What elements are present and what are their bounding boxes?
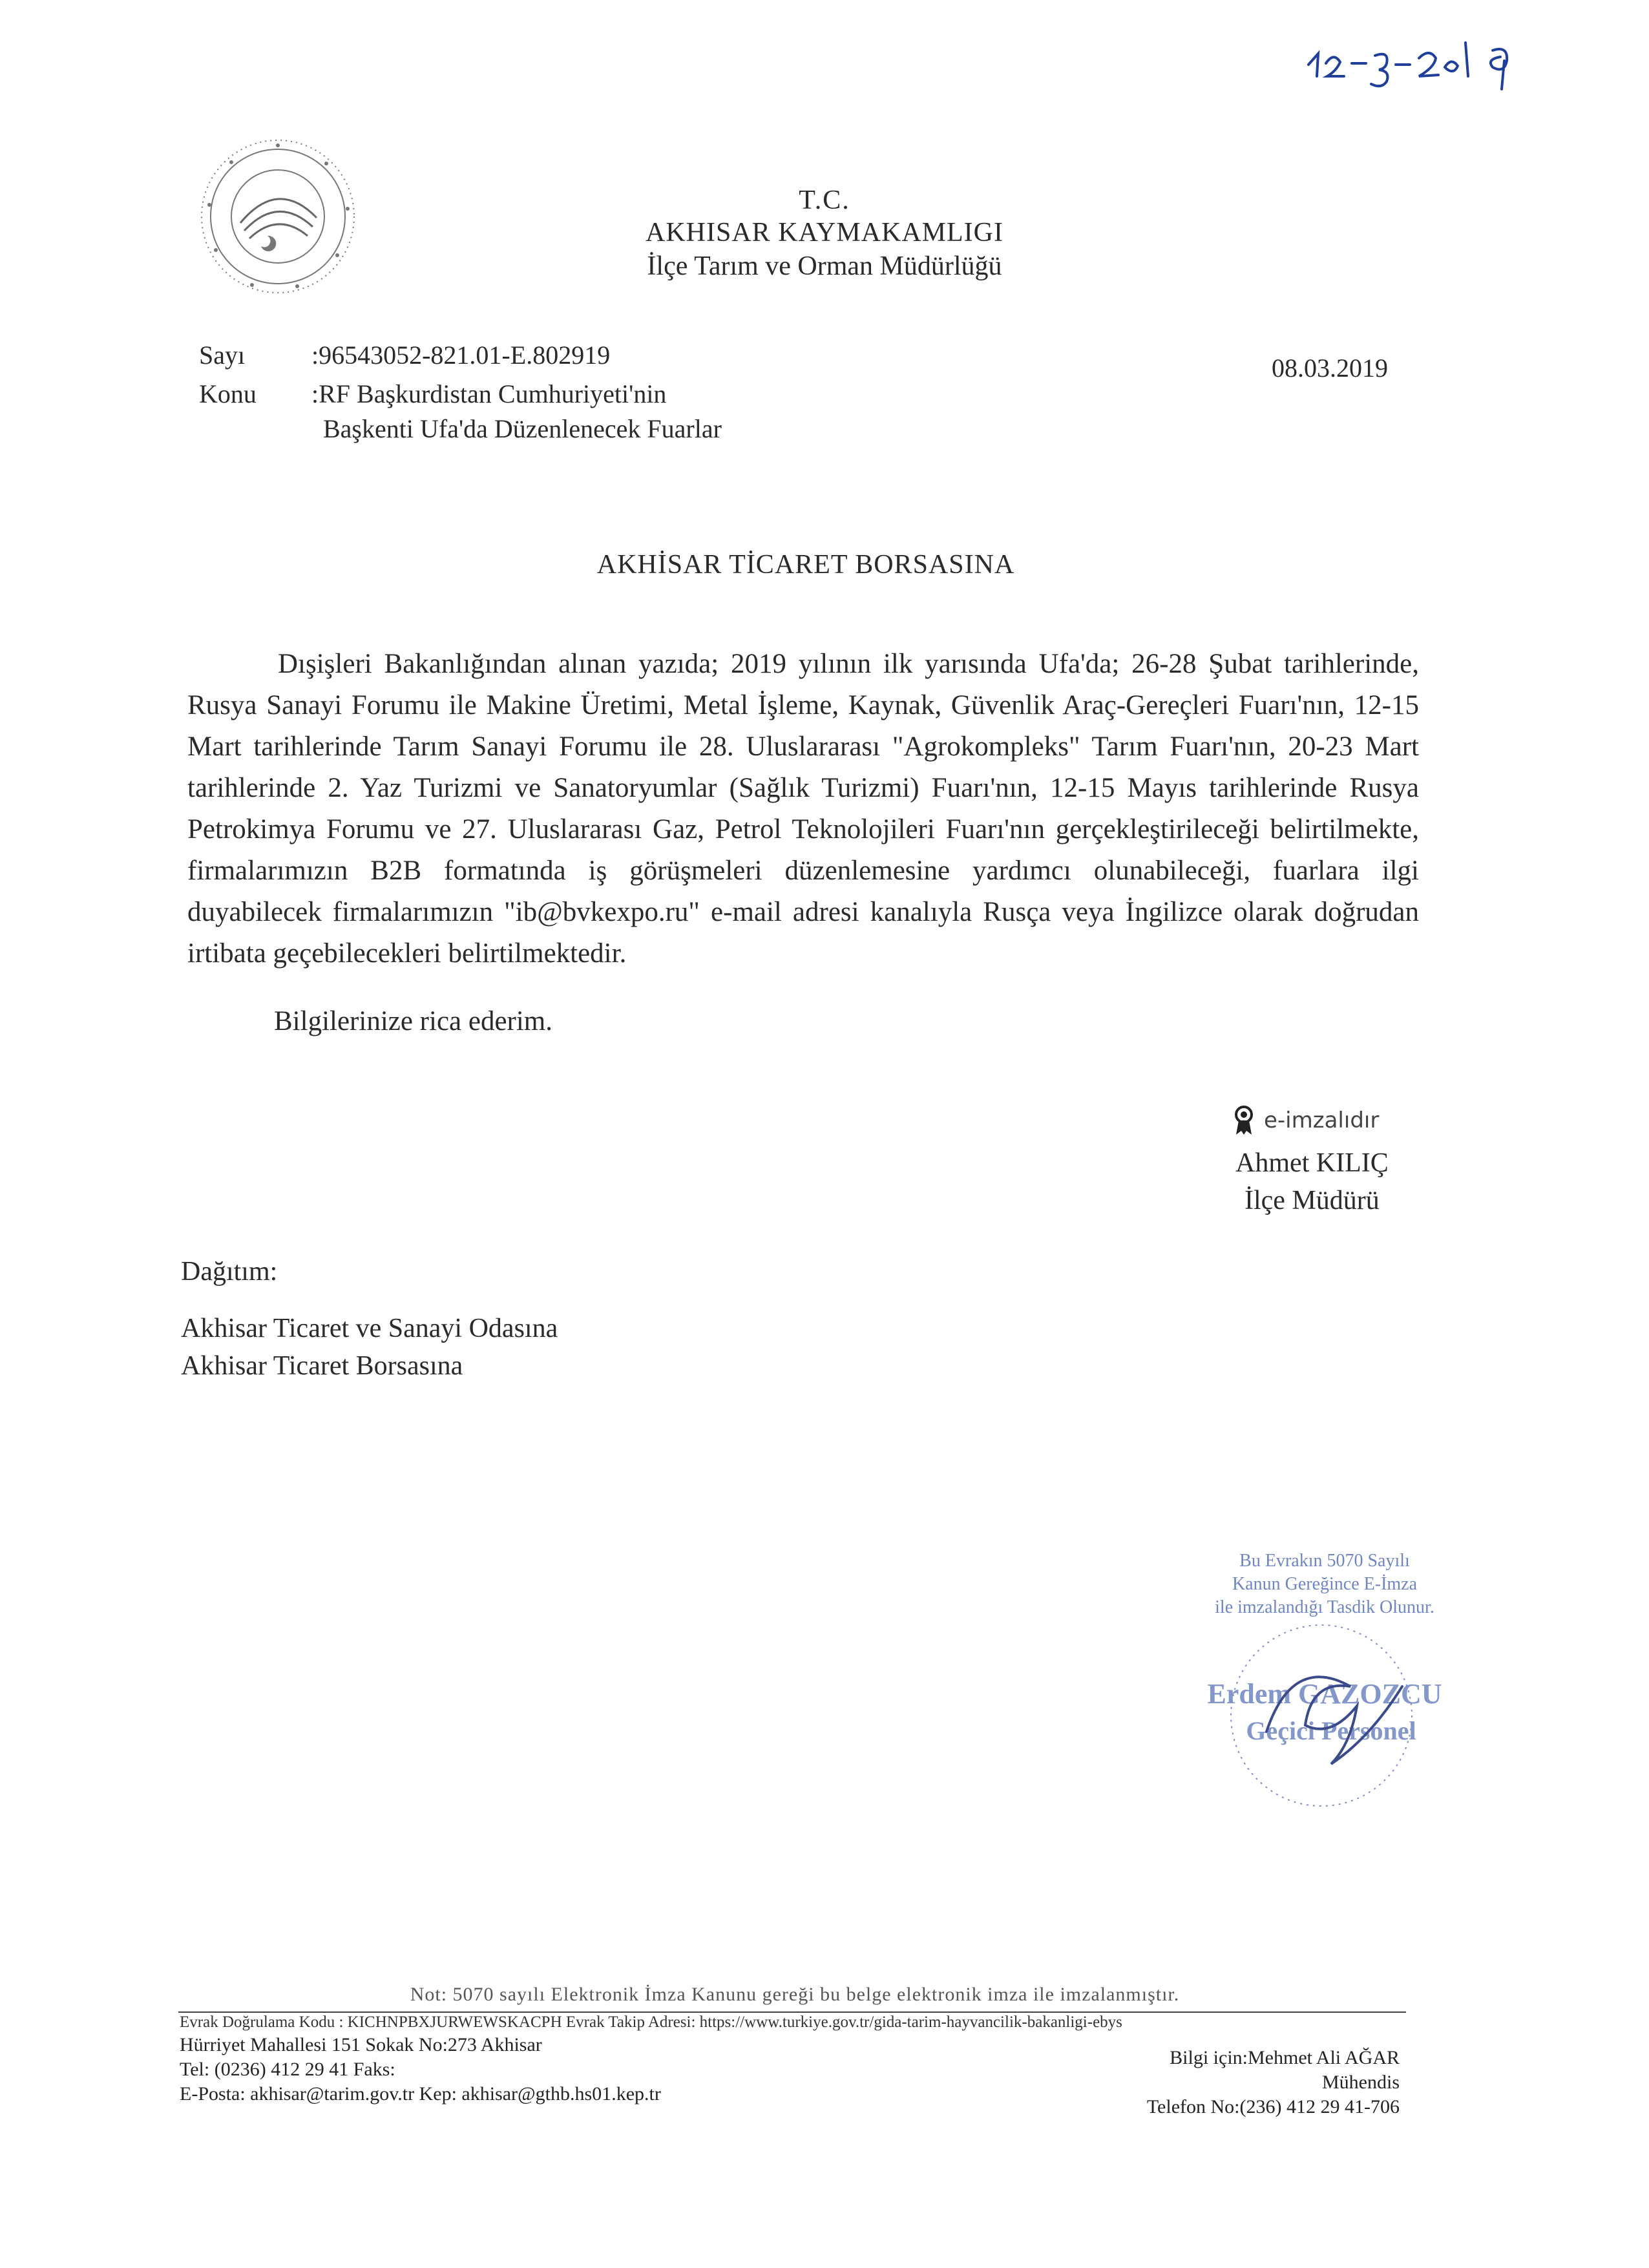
stamp-name: Erdem GAZOZCU xyxy=(1207,1678,1442,1710)
konu-line-1: :RF Başkurdistan Cumhuriyeti'nin xyxy=(311,379,667,408)
header-institution: AKHISAR KAYMAKAMLIGI xyxy=(646,218,1003,247)
sayi-label: Sayı xyxy=(199,341,246,370)
approval-stamp xyxy=(1137,1518,1499,1816)
stamp-line-3: ile imzalandığı Tasdik Olunur. xyxy=(1215,1597,1434,1617)
addressee: AKHİSAR TİCARET BORSASINA xyxy=(596,550,1015,580)
signer-title: İlçe Müdürü xyxy=(1245,1186,1380,1215)
distribution-item: Akhisar Ticaret Borsasına xyxy=(181,1351,463,1381)
header-department: İlçe Tarım ve Orman Müdürlüğü xyxy=(647,251,1002,281)
e-signature-label: e-imzalıdır xyxy=(1264,1108,1380,1133)
distribution-label: Dağıtım: xyxy=(181,1257,278,1286)
stamp-line-1: Bu Evrakın 5070 Sayılı xyxy=(1239,1551,1410,1571)
document-date: 08.03.2019 xyxy=(1272,353,1388,383)
body-paragraph: Dışişleri Bakanlığından alınan yazıda; 2019 yılının ilk yarısında Ufa'da; 26-28 Şubat tarihlerinde, Rusya Sanayi Forumu ile Makine Üretimi, Metal İşleme, Kaynak, Güvenlik Araç-Gereçleri Fuarı'nın, 12-15 Mart tarihlerinde Tarım Sanayi Forumu ile 28. Uluslararası "Agrokompleks" Tarım Fuarı'nın, 20-23 Mart tarihlerinde 2. Yaz Turizmi ve Sanatoryumlar (Sağlık Turizmi) Fuarı'nın, 12-15 Mayıs tarihlerinde Rusya Petrokimya Forumu ve 27. Uluslararası Gaz, Petrol Teknolojileri Fuarı'nın gerçekleştirileceği belirtilmekte, firmalarımızın B2B formatında iş görüşmeleri düzenlemesine yardımcı olunabileceği, fuarlara ilgi duyabilecek firmalarımızın "ib@bvkexpo.ru" e-mail adresi kanalıyla Rusça veya İngilizce olarak doğrudan irtibata geçebilecekleri belirtilmektedir. xyxy=(187,649,1419,969)
verification-code: Evrak Doğrulama Kodu : KICHNPBXJURWEWSKACPH Evrak Takip Adresi: https://www.turkiye.gov.tr/gida-tarim-hayvancilik-bakanligi-ebys xyxy=(180,2013,1122,2031)
contact-title: Mühendis xyxy=(1322,2072,1400,2093)
footer-email: E-Posta: akhisar@tarim.gov.tr Kep: akhisar@gthb.hs01.kep.tr xyxy=(180,2083,661,2105)
konu-line-2: Başkenti Ufa'da Düzenlenecek Fuarlar xyxy=(323,414,722,443)
konu-label: Konu xyxy=(199,379,257,408)
stamp-role: Geçici Personel xyxy=(1246,1716,1416,1745)
stamp-line-2: Kanun Gereğince E-İmza xyxy=(1232,1574,1418,1594)
header-tc: T.C. xyxy=(799,185,850,215)
e-signature-indicator xyxy=(1233,1104,1379,1137)
contact-person: Bilgi için:Mehmet Ali AĞAR xyxy=(1170,2047,1400,2068)
footer-phone: Tel: (0236) 412 29 41 Faks: xyxy=(180,2059,395,2080)
body-text xyxy=(187,644,1419,974)
footer-divider xyxy=(178,2011,1406,2013)
handwritten-date xyxy=(1299,25,1544,96)
footer-note: Not: 5070 sayılı Elektronik İmza Kanunu gereği bu belge elektronik imza ile imzalanmıştır. xyxy=(410,1984,1180,2005)
footer-address: Hürriyet Mahallesi 151 Sokak No:273 Akhisar xyxy=(180,2034,542,2055)
closing-line: Bilgilerinize rica ederim. xyxy=(274,1006,553,1036)
signer-name: Ahmet KILIÇ xyxy=(1235,1148,1389,1178)
distribution-item: Akhisar Ticaret ve Sanayi Odasına xyxy=(181,1314,558,1343)
contact-phone: Telefon No:(236) 412 29 41-706 xyxy=(1146,2096,1400,2117)
sayi-value: :96543052-821.01-E.802919 xyxy=(311,341,611,370)
ribbon-icon xyxy=(1233,1105,1255,1136)
